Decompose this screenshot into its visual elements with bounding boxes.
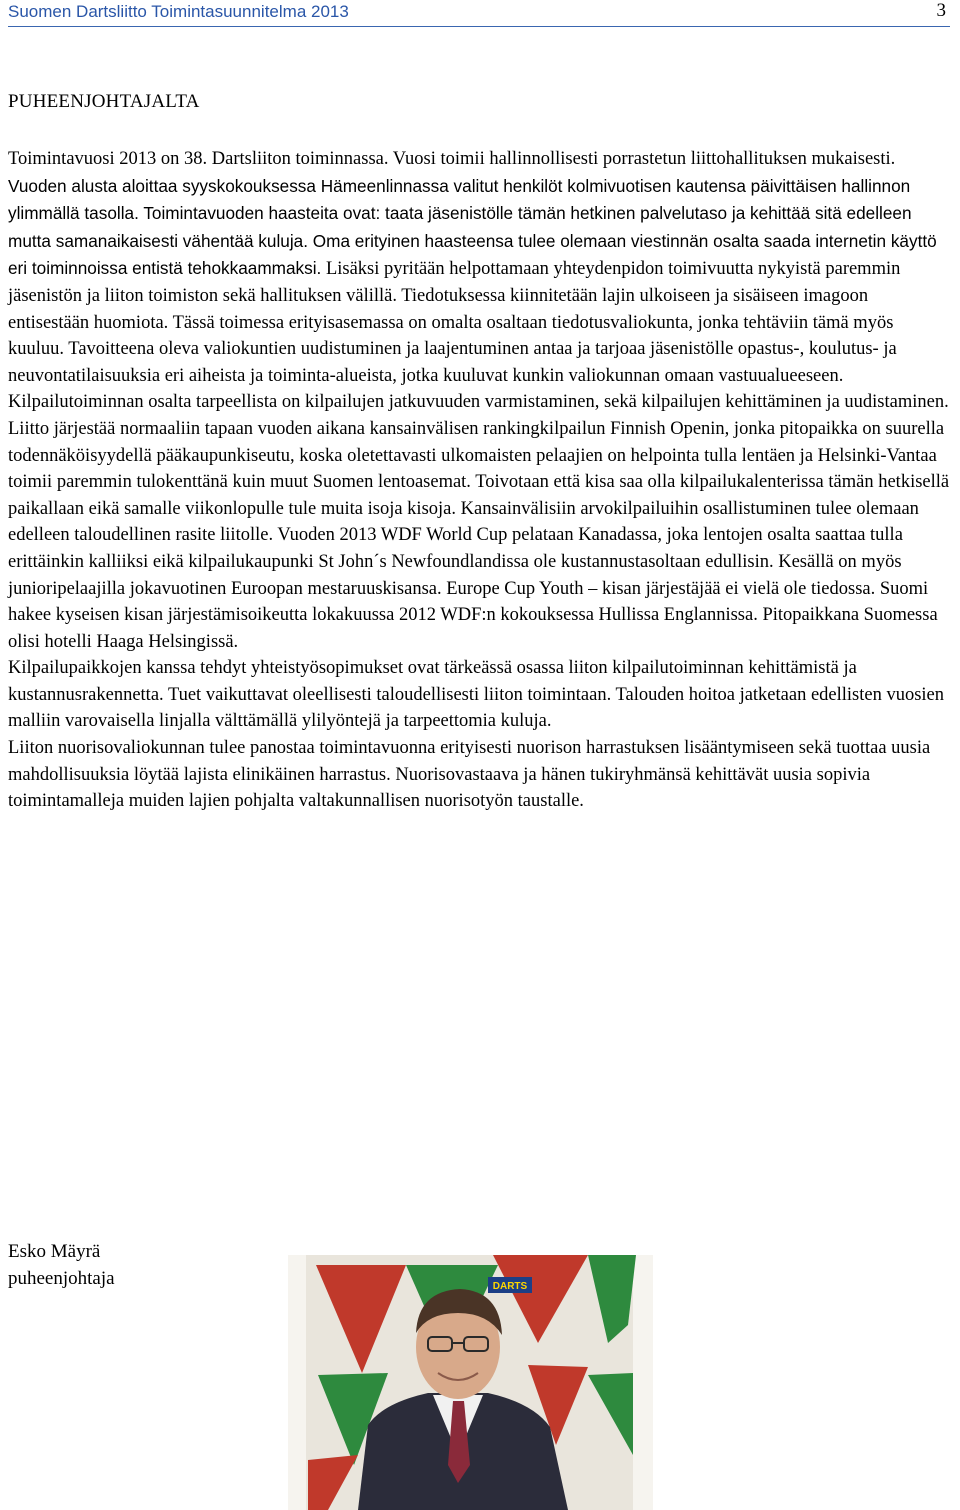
signatory-name: Esko Mäyrä <box>8 1241 101 1262</box>
chairman-photo-illustration <box>288 1255 653 1510</box>
paragraph-text-run: Vuoden alusta aloittaa syyskokouksessa Hämeenlinnassa valitut henkilöt kolmivuotisen kautensa päivittäisen hallinnon ylimmällä tasolla. Toimintavuoden haasteita ovat: taata jäsenistölle tämän hetkinen palvelutaso ja kehittää sitä edelleen mutta samanaikaisesti vähentää kuluja. Oma erityinen haasteensa tulee olemaan viestinnän osalta saada internetin käyttö eri toiminnoissa entistä tehokkaammaksi. <box>8 175 937 279</box>
body-paragraph <box>8 146 953 389</box>
paragraph-text-run: Kilpailutoiminnan osalta tarpeellista on kilpailujen jatkuvuuden varmistaminen, sekä kilpailujen kehittäminen ja uudistaminen. Liitto järjestää normaaliin tapaan vuoden aikana kansainvälisen rankingkilpailun Finnish Openin, jonka pitopaikka on suurella todennäköisyydellä pääkaupunkiseutu, koska oletettavasti ulkomaisten pelaajien on helpointa tulla lentäen ja Helsinki-Vantaa toimii paremmin tulokenttänä kuin muut Suomen lentoasemat. Toivotaan että kisa saa olla kilpailukalenterissa tämän hetkisellä paikallaan eikä samalle viikonlopulle tule muita isoja kisoja. Kansainvälisiin arvokilpailuihin osallistuminen tulee olemaan edelleen taloudellinen rasite liitolle. Vuoden 2013 WDF World Cup pelataan Kanadassa, joka lentojen osalta saattaa tulla erittäinkin kalliiksi eikä kilpailukaupunki St John´s Newfoundlandissa ole kustannustasoltaan edullisin. Kesällä on myös junioripelaajilla jokavuotinen Euroopan mestaruuskisansa. Europe Cup Youth – kisan järjestäjää ei vielä ole tiedossa. Suomi hakee kyseisen kisan järjestämisoikeutta lokakuussa 2012 WDF:n kokouksessa Hullissa Englannissa. Pitopaikkana Suomessa olisi hotelli Haaga Helsingissä. <box>8 392 950 652</box>
page-header <box>8 0 950 27</box>
document-title: Suomen Dartsliitto Toimintasuunnitelma 2013 <box>8 2 349 21</box>
paragraph-text-run: Lisäksi pyritään helpottamaan yhteydenpidon toimivuutta nykyistä paremmin jäsenistön ja liiton toimiston sekä hallituksen välillä. Tiedotuksessa kiinnitetään lajin ulkoiseen ja sisäiseen imagoon entisestään huomiota. Tässä toimessa erityisasemassa on omalta osaltaan tiedotusvaliokunta, jonka tehtäviin tämä myös kuuluu. Tavoitteena oleva valiokuntien uudistuminen ja laajentuminen antaa ja tarjoaa jäsenistölle opastus-, koulutus- ja neuvontatilaisuuksia eri aiheista ja toiminta-alueista, jotka kuuluvat kunkin valiokunnan omaan vastuualueeseen. <box>8 259 901 386</box>
body-text <box>8 146 953 815</box>
body-paragraph <box>8 389 953 655</box>
signatory-role: puheenjohtaja <box>8 1268 115 1289</box>
paragraph-text-run: Kilpailupaikkojen kanssa tehdyt yhteistyösopimukset ovat tärkeässä osassa liiton kilpailutoiminnan kehittämistä ja kustannusrakennetta. Tuet vaikuttavat oleellisesti taloudellisesti liiton toimintaan. Talouden hoitoa jatketaan edellisten vuosien malliin varovaisella linjalla välttämällä ylilyöntejä ja tarpeettomia kuluja. <box>8 658 945 732</box>
paragraph-text-run: Liiton nuorisovaliokunnan tulee panostaa toimintavuonna erityisesti nuorison harrastuksen lisääntymiseen sekä tuottaa uusia mahdollisuuksia löytää lajista elinikäinen harrastus. Nuorisovastaava ja hänen tukiryhmänsä kehittävät uusia sopivia toimintamalleja muiden lajien pohjalta valtakunnallisen nuorisotyön taustalle. <box>8 738 931 812</box>
signature-block <box>8 1238 115 1292</box>
page-number: 3 <box>936 0 946 21</box>
paragraph-text-run: Toimintavuosi 2013 on 38. Dartsliiton toiminnassa. Vuosi toimii hallinnollisesti porrastetun liittohallituksen mukaisesti. <box>8 149 896 169</box>
chairman-photo <box>288 1255 653 1510</box>
body-paragraph <box>8 735 953 815</box>
section-heading: PUHEENJOHTAJALTA <box>8 91 200 112</box>
darts-banner-text: DARTS <box>492 1281 528 1292</box>
body-paragraph <box>8 655 953 735</box>
